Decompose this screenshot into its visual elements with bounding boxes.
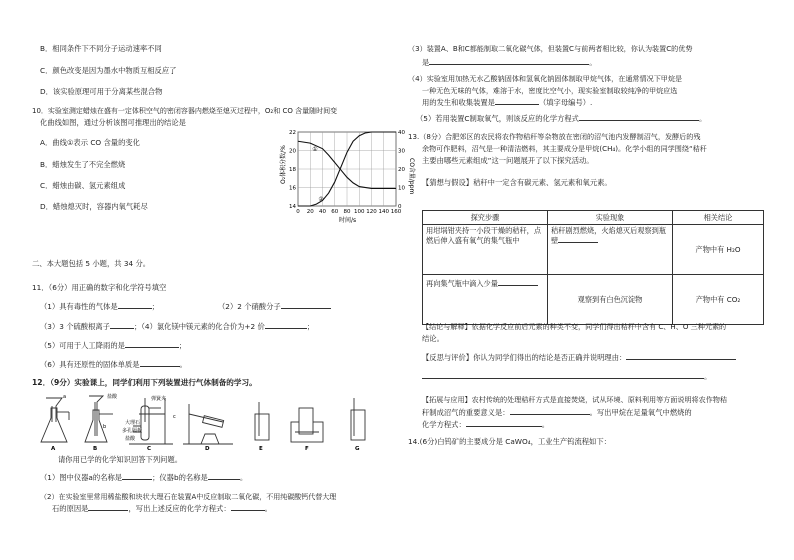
row2-step: 再向集气瓶中滴入少量 bbox=[423, 275, 548, 325]
q12-item-4-line3: 用的发生和收集装置是 （填字母编号）. bbox=[422, 98, 593, 107]
label-duokong: 多孔隔板 bbox=[122, 428, 143, 434]
label-yansuan-2: 盐酸 bbox=[125, 436, 136, 442]
row2-observation: 观察到有白色沉淀物 bbox=[548, 275, 673, 325]
chart-y-left-tick-label: 22 bbox=[289, 130, 296, 136]
option-c: C．颜色改变是因为墨水中物质互相反应了 bbox=[40, 66, 177, 75]
q10-stem-line1: 10．实验室测定蜡烛在盛有一定体积空气的密闭容器内燃烧至熄灭过程中，O₂和 CO 含量随时间变 bbox=[32, 107, 338, 115]
section-two-heading: 二、本大题包括 5 小题，共 34 分。 bbox=[32, 259, 151, 268]
label-F: F bbox=[305, 446, 309, 450]
chart-x-tick-label: 120 bbox=[366, 209, 377, 215]
q12-prompt: 请你用已学的化学知识回答下列问题。 bbox=[58, 455, 183, 464]
extension-line3: 化学方程式： 。 bbox=[422, 420, 550, 429]
q13-stem-line3: 主要由哪些元素组成”这一问题展开了以下探究活动。 bbox=[422, 156, 594, 165]
label-D: D bbox=[205, 446, 210, 450]
label-b: b bbox=[103, 424, 107, 430]
extension-line2: 秆制成沼气的重要意义是： 。写出甲烷在足量氧气中燃烧的 bbox=[422, 408, 692, 417]
q10-option-a: A．曲线①表示 CO 含量的变化 bbox=[40, 138, 140, 147]
label-A: A bbox=[51, 446, 56, 450]
q10-option-d: D．蜡烛熄灭时，容器内氧气耗尽 bbox=[40, 202, 148, 211]
q14-stem: 14.(6分)白钨矿的主要成分是 CaWO₄，工业生产钨流程如下： bbox=[408, 437, 611, 446]
chart-x-tick-label: 40 bbox=[319, 209, 326, 215]
hypothesis: 【猜想与假设】秸秆中一定含有碳元素、氢元素和氧元素。 bbox=[422, 178, 612, 187]
chart-xlabel: 时间/s bbox=[339, 217, 357, 224]
q11-item-2: （2）2 个硝酸分子 bbox=[218, 302, 331, 312]
header-conclusion: 相关结论 bbox=[673, 211, 764, 225]
label-dalishi: 大理石 bbox=[125, 420, 141, 426]
q11-title: 11．（6分）用正确的数字和化学符号填空 bbox=[32, 283, 167, 292]
option-b: B．相同条件下不同分子运动速率不同 bbox=[40, 44, 162, 53]
chart-x-tick-label: 160 bbox=[390, 209, 402, 215]
reflection: 【反思与评价】你认为同学们得出的结论是否正确并说明理由： bbox=[422, 353, 736, 363]
label-yansuan-1: 盐酸 bbox=[107, 394, 118, 400]
label-a: a bbox=[63, 394, 67, 400]
table-row bbox=[423, 225, 764, 275]
right-column bbox=[400, 0, 794, 560]
q11-item-6: （6）具有还原性的固体单质是 。 bbox=[40, 360, 187, 369]
chart-x-tick-label: 0 bbox=[296, 209, 300, 215]
label-danhuangjia: 弹簧夹 bbox=[151, 396, 167, 402]
chart-y-right-tick-label: 20 bbox=[398, 167, 405, 173]
q12-item-5: （5）若用装置C制取氧气，则该反应的化学方程式 。 bbox=[416, 114, 707, 123]
chart-x-tick-label: 20 bbox=[306, 209, 314, 215]
q10-stem-line2: 化曲线如图，通过分析该图可推理出的结论是 bbox=[40, 118, 186, 127]
chart-series-label-1: ① bbox=[312, 146, 318, 154]
chart-x-tick-label: 60 bbox=[331, 209, 339, 215]
chart-y-right-tick-label: 10 bbox=[398, 185, 405, 192]
chart-y-left-tick-label: 18 bbox=[289, 167, 296, 173]
experiment-table bbox=[422, 210, 764, 325]
chart-series-label-2: ② bbox=[318, 196, 324, 204]
q12-title: 12．（9分）实验课上，同学们利用下列装置进行气体制备的学习。 bbox=[32, 378, 257, 387]
q13-stem-line1: 13.（8分）合肥郊区的农民将农作物秸秆等杂物放在密闭的沼气池内发酵制沼气，发酵后的残 bbox=[408, 132, 701, 141]
chart-x-tick-label: 140 bbox=[378, 209, 389, 215]
apparatus-figure bbox=[33, 392, 373, 450]
o2-co-chart bbox=[276, 122, 415, 224]
q12-item-2-line2: 石的原因是 ，写出上述反应的化学方程式： 。 bbox=[52, 504, 272, 513]
q12-item-3-line2: 是 。 bbox=[422, 58, 597, 67]
q11-item-5: （5）可用于人工降雨的是 ； bbox=[40, 341, 187, 350]
q12-item-4-line2: 一种无色无味的气体，难溶于水，密度比空气小，现实验室制取较纯净的甲烷应选 bbox=[422, 86, 678, 95]
label-G: G bbox=[355, 446, 360, 450]
label-E: E bbox=[259, 446, 263, 450]
table-row bbox=[423, 275, 764, 325]
chart-y-left-tick-label: 14 bbox=[289, 204, 296, 210]
chart-y-left-tick-label: 20 bbox=[289, 148, 296, 155]
row1-observation: 秸秆剧烈燃烧，火焰熄灭后观察到瓶壁 bbox=[548, 225, 673, 275]
chart-ylabel-right: CO含量/ppm bbox=[408, 158, 415, 195]
chart-y-right-tick-label: 0 bbox=[398, 204, 402, 210]
extension-line1: 【拓展与应用】农村传统的处理秸秆方式是直接焚烧，试从环境、原料利用等方面说明将农作物秸 bbox=[422, 395, 728, 404]
chart-y-left-tick-label: 16 bbox=[289, 185, 296, 192]
q10-option-b: B．蜡烛发生了不完全燃烧 bbox=[40, 160, 126, 169]
chart-y-right-tick-label: 30 bbox=[398, 148, 405, 155]
header-step: 探究步骤 bbox=[423, 211, 548, 225]
q12-item-1: （1）图中仪器a的名称是 ；仪器b的名称是 。 bbox=[40, 473, 248, 482]
q11-item-3: （3）3 个硫酸根离子 ；（4）氯化镁中镁元素的化合价为+2 价 ； bbox=[40, 322, 315, 331]
row1-step: 用坩埚钳夹持一小段干燥的秸秆，点燃后伸入盛有氧气的集气瓶中 bbox=[423, 225, 548, 275]
chart-x-tick-label: 100 bbox=[354, 209, 365, 215]
q12-item-2-line1: （2）在实验室里常用稀盐酸和块状大理石在装置A中反应制取二氧化碳，不用纯碳酸钙代替大理 bbox=[40, 493, 337, 501]
chart-y-right-tick-label: 40 bbox=[398, 130, 405, 136]
label-B: B bbox=[93, 446, 98, 450]
q11-item-1: （1）具有毒性的气体是 ； bbox=[40, 302, 159, 311]
label-C: C bbox=[147, 446, 152, 450]
reflection-blank: 。 bbox=[422, 372, 711, 382]
table-header-row bbox=[423, 211, 764, 225]
label-c-small: c bbox=[173, 414, 176, 420]
header-observation: 实验现象 bbox=[548, 211, 673, 225]
conclusion-line1: 【结论与解释】依据化学反应前后元素的种类不变，同学们得出秸秆中含有 C、H、O 三种元素的 bbox=[422, 322, 727, 331]
chart-ylabel-left: O₂体积分数/% bbox=[280, 145, 287, 184]
q12-item-4-line1: （4）实验室用加热无水乙酸钠固体和氢氧化钠固体制取甲烷气体，在通常情况下甲烷是 bbox=[408, 74, 683, 83]
q13-stem-line2: 余物可作肥料，沼气是一种清洁燃料，其主要成分是甲烷(CH₄)。化学小组的同学围绕“秸秆 bbox=[422, 144, 707, 153]
chart-x-tick-label: 80 bbox=[343, 209, 351, 215]
q10-option-c: C．蜡烛由碳、氢元素组成 bbox=[40, 181, 126, 190]
row2-conclusion: 产物中有 CO₂ bbox=[673, 275, 764, 325]
option-d: D．该实验原理可用于分离某些混合物 bbox=[40, 87, 163, 96]
conclusion-line2: 结论。 bbox=[422, 334, 444, 343]
q12-item-3-line1: （3）装置A、B和C都能制取二氧化碳气体，但装置C与前两者相比较，你认为装置C的优势 bbox=[408, 44, 693, 53]
row1-conclusion: 产物中有 H₂O bbox=[673, 225, 764, 275]
